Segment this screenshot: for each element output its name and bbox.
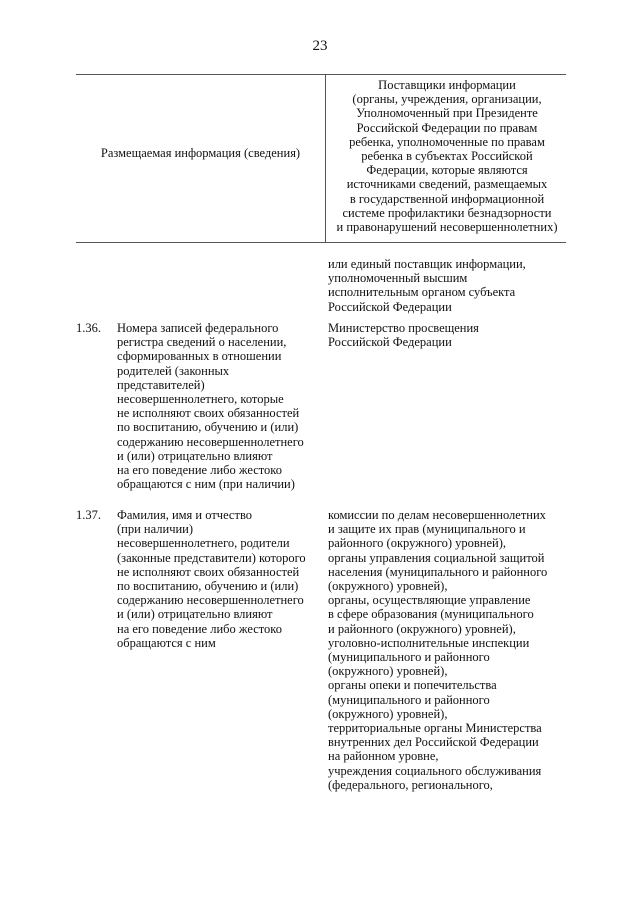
row-number-1-37: 1.37.: [76, 508, 101, 522]
column-header-info: Размещаемая информация (сведения): [100, 146, 301, 160]
row-providers-1-37: комиссии по делам несовершеннолетних и защите их прав (муниципального и районного (окружного) уровней), органы управления социальной защитой населения (муниципального и районного (окружного) уровней), органы, осуществляющие управление в сфере образования (муниципального и районного (окружного) уровней), уголовно-исполнительные инспекции (муниципального и районного (окружного) уровней), органы опеки и попечительства (муниципального и районного (окружного) уровней), территориальные органы Министерства внутренних дел Российской Федерации на районном уровне, учреждения социального обслуживания (федерального, регионального,: [328, 508, 548, 792]
table-top-rule: [76, 74, 566, 75]
row-info-1-37: Фамилия, имя и отчество (при наличии) несовершеннолетнего, родители (законные представители) которого не исполняют своих обязанностей по воспитанию, обучению и (или) содержанию несовершеннолетнего и (или) отрицательно влияют на его поведение либо жестоко обращаются с ним: [117, 508, 306, 650]
row-providers-1-36: Министерство просвещения Российской Федерации: [328, 321, 479, 350]
continuation-providers: или единый поставщик информации, уполномоченный высшим исполнительным органом субъекта Российской Федерации: [328, 257, 526, 314]
table-column-divider: [325, 74, 326, 242]
column-header-providers: Поставщики информации (органы, учреждения, организации, Уполномоченный при Президенте Российской Федерации по правам ребенка, уполномоченные по правам ребенка в субъектах Российской Федерации, которые являются источниками сведений, размещаемых в государственной информационной системе профилактики безнадзорности и правонарушений несовершеннолетних): [336, 78, 558, 235]
row-number-1-36: 1.36.: [76, 321, 101, 335]
table-header-rule: [76, 242, 566, 243]
row-info-1-36: Номера записей федерального регистра сведений о населении, сформированных в отношении родителей (законных представителей) несовершеннолетнего, которые не исполняют своих обязанностей по воспитанию, обучению и (или) содержанию несовершеннолетнего и (или) отрицательно влияют на его поведение либо жестоко обращаются с ним (при наличии): [117, 321, 304, 492]
page-number: 23: [312, 38, 328, 54]
